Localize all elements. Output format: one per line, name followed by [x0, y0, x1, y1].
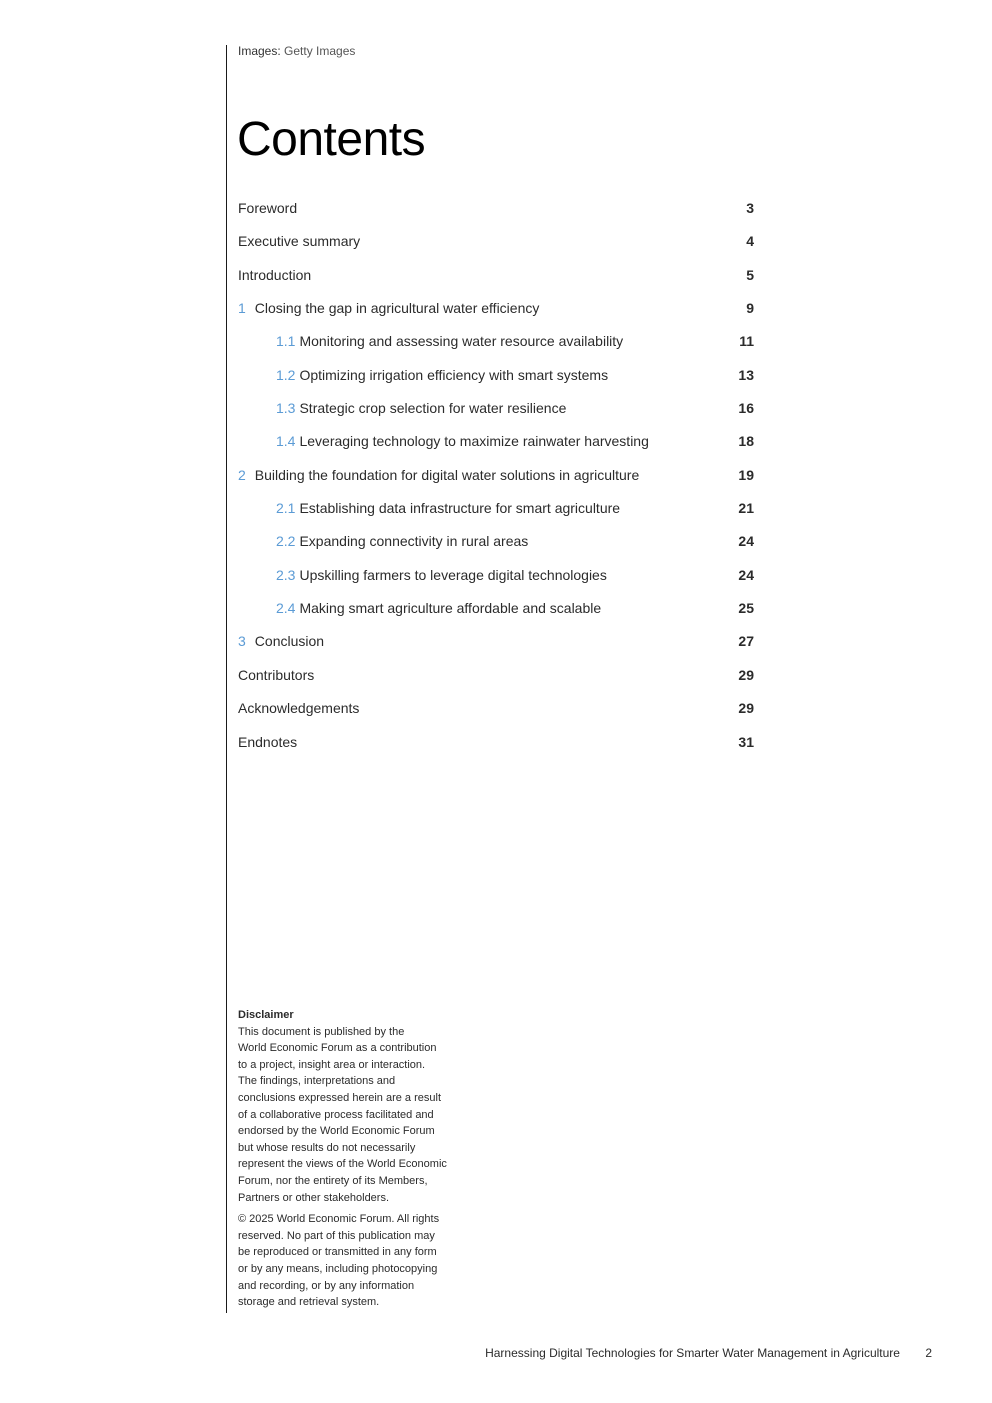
- disclaimer-line: World Economic Forum as a contribution: [238, 1042, 437, 1055]
- toc-entry[interactable]: [238, 459, 754, 492]
- toc-entry-text: [238, 533, 528, 549]
- disclaimer-line: Partners or other stakeholders.: [238, 1191, 390, 1204]
- toc-section-number: 2.3: [276, 566, 296, 583]
- toc-entry-text: [238, 300, 539, 316]
- toc-entry[interactable]: [238, 625, 754, 658]
- image-credit-value: Getty Images: [284, 44, 356, 58]
- toc-section-number: 1.3: [276, 400, 296, 417]
- page-footer: [485, 1346, 932, 1360]
- toc-page-number: 13: [738, 366, 754, 383]
- disclaimer-line: This document is published by the: [238, 1025, 405, 1038]
- disclaimer-line: Forum, nor the entirety of its Members,: [238, 1174, 428, 1187]
- toc-entry[interactable]: [238, 259, 754, 292]
- toc-page-number: 11: [739, 333, 754, 350]
- toc-entry-label: Making smart agriculture affordable and scalable: [299, 600, 602, 617]
- toc-entry[interactable]: [238, 559, 754, 592]
- toc-entry-label: Executive summary: [238, 233, 361, 250]
- toc-entry-label: Acknowledgements: [238, 700, 360, 717]
- toc-section-number: 2: [238, 466, 246, 483]
- toc-entry-label: Strategic crop selection for water resilience: [299, 400, 567, 417]
- disclaimer-line: conclusions expressed herein are a result: [238, 1091, 442, 1104]
- disclaimer-line: of a collaborative process facilitated and: [238, 1108, 434, 1121]
- toc-entry-label: Building the foundation for digital water solutions in agriculture: [254, 466, 640, 483]
- disclaimer-line: © 2025 World Economic Forum. All rights: [238, 1213, 440, 1226]
- toc-page-number: 21: [738, 500, 754, 517]
- page-title: Contents: [237, 113, 426, 166]
- toc-entry[interactable]: [238, 392, 754, 425]
- footer-title: Harnessing Digital Technologies for Smarter Water Management in Agriculture: [485, 1346, 900, 1360]
- toc-entry[interactable]: [238, 425, 754, 458]
- toc-page-number: 5: [746, 266, 754, 283]
- left-rule: [226, 45, 227, 1313]
- toc-section-number: 3: [238, 633, 246, 650]
- disclaimer-line: but whose results do not necessarily: [238, 1141, 416, 1154]
- toc-section-number: 1.2: [276, 366, 296, 383]
- toc-section-number: 2.2: [276, 533, 296, 550]
- toc-entry[interactable]: [238, 192, 754, 225]
- toc-page-number: 24: [738, 533, 754, 550]
- table-of-contents: [238, 192, 754, 759]
- toc-page-number: 3: [746, 200, 754, 216]
- toc-entry-label: Establishing data infrastructure for smart agriculture: [299, 500, 621, 517]
- toc-entry-text: [238, 600, 601, 616]
- toc-entry-label: Monitoring and assessing water resource availability: [299, 333, 624, 350]
- toc-entry[interactable]: [238, 359, 754, 392]
- toc-entry[interactable]: [238, 525, 754, 558]
- toc-entry-text: [238, 467, 639, 483]
- disclaimer-line: endorsed by the World Economic Forum: [238, 1125, 435, 1138]
- disclaimer-line: storage and retrieval system.: [238, 1296, 380, 1309]
- toc-section-number: 2.1: [276, 500, 296, 517]
- toc-entry[interactable]: [238, 292, 754, 325]
- toc-entry[interactable]: [238, 592, 754, 625]
- toc-section-number: 2.4: [276, 600, 296, 617]
- disclaimer-line: and recording, or by any information: [238, 1279, 415, 1292]
- toc-entry-text: [238, 433, 649, 449]
- disclaimer: [238, 1007, 478, 1311]
- image-credit-label: Images:: [238, 44, 281, 58]
- toc-page-number: 25: [738, 600, 754, 617]
- toc-entry-label: Leveraging technology to maximize rainwater harvesting: [299, 433, 649, 450]
- disclaimer-heading: Disclaimer: [238, 1009, 294, 1021]
- footer-page-number: 2: [925, 1346, 932, 1360]
- toc-page-number: 31: [738, 733, 754, 750]
- image-credit: [238, 44, 355, 58]
- toc-entry-text: [238, 267, 311, 283]
- toc-section-number: 1.1: [276, 333, 296, 350]
- toc-page-number: 4: [746, 233, 754, 250]
- toc-page-number: 9: [746, 300, 754, 317]
- toc-entry-label: Endnotes: [238, 733, 298, 750]
- toc-entry[interactable]: [238, 692, 754, 725]
- disclaimer-line: to a project, insight area or interaction.: [238, 1058, 426, 1071]
- disclaimer-line: reserved. No part of this publication may: [238, 1229, 435, 1242]
- toc-entry-text: [238, 367, 608, 383]
- toc-entry[interactable]: [238, 225, 754, 258]
- toc-entry-text: [238, 333, 623, 349]
- disclaimer-body: [238, 1024, 478, 1207]
- toc-entry-label: Optimizing irrigation efficiency with smart systems: [299, 366, 609, 383]
- toc-page-number: 29: [738, 666, 754, 683]
- toc-entry-text: [238, 734, 297, 750]
- disclaimer-line: or by any means, including photocopying: [238, 1262, 438, 1275]
- disclaimer-line: represent the views of the World Economic: [238, 1158, 447, 1171]
- toc-entry-label: Conclusion: [254, 633, 325, 650]
- disclaimer-line: The findings, interpretations and: [238, 1075, 396, 1088]
- toc-entry[interactable]: [238, 659, 754, 692]
- toc-page-number: 27: [738, 633, 754, 650]
- toc-section-number: 1.4: [276, 433, 296, 450]
- toc-entry-text: [238, 633, 324, 649]
- toc-page-number: 19: [738, 466, 754, 483]
- toc-entry-label: Foreword: [238, 200, 298, 216]
- toc-entry-text: [238, 667, 314, 683]
- toc-entry-label: Contributors: [238, 666, 315, 683]
- toc-page-number: 16: [738, 400, 754, 417]
- toc-entry-text: [238, 400, 566, 416]
- toc-section-number: 1: [238, 300, 246, 317]
- toc-entry-label: Introduction: [238, 266, 312, 283]
- toc-entry[interactable]: [238, 726, 754, 759]
- copyright-notice: [238, 1211, 478, 1311]
- disclaimer-line: be reproduced or transmitted in any form: [238, 1246, 437, 1259]
- toc-entry-label: Upskilling farmers to leverage digital technologies: [299, 566, 607, 583]
- toc-page-number: 24: [738, 566, 754, 583]
- toc-page-number: 18: [738, 433, 754, 450]
- toc-entry-text: [238, 200, 297, 216]
- toc-entry[interactable]: [238, 492, 754, 525]
- toc-entry-label: Expanding connectivity in rural areas: [299, 533, 529, 550]
- toc-entry-text: [238, 567, 607, 583]
- toc-entry-text: [238, 700, 359, 716]
- toc-entry[interactable]: [238, 325, 754, 358]
- toc-entry-label: Closing the gap in agricultural water efficiency: [254, 300, 540, 317]
- toc-page-number: 29: [738, 700, 754, 717]
- toc-entry-text: [238, 233, 360, 249]
- toc-entry-text: [238, 500, 620, 516]
